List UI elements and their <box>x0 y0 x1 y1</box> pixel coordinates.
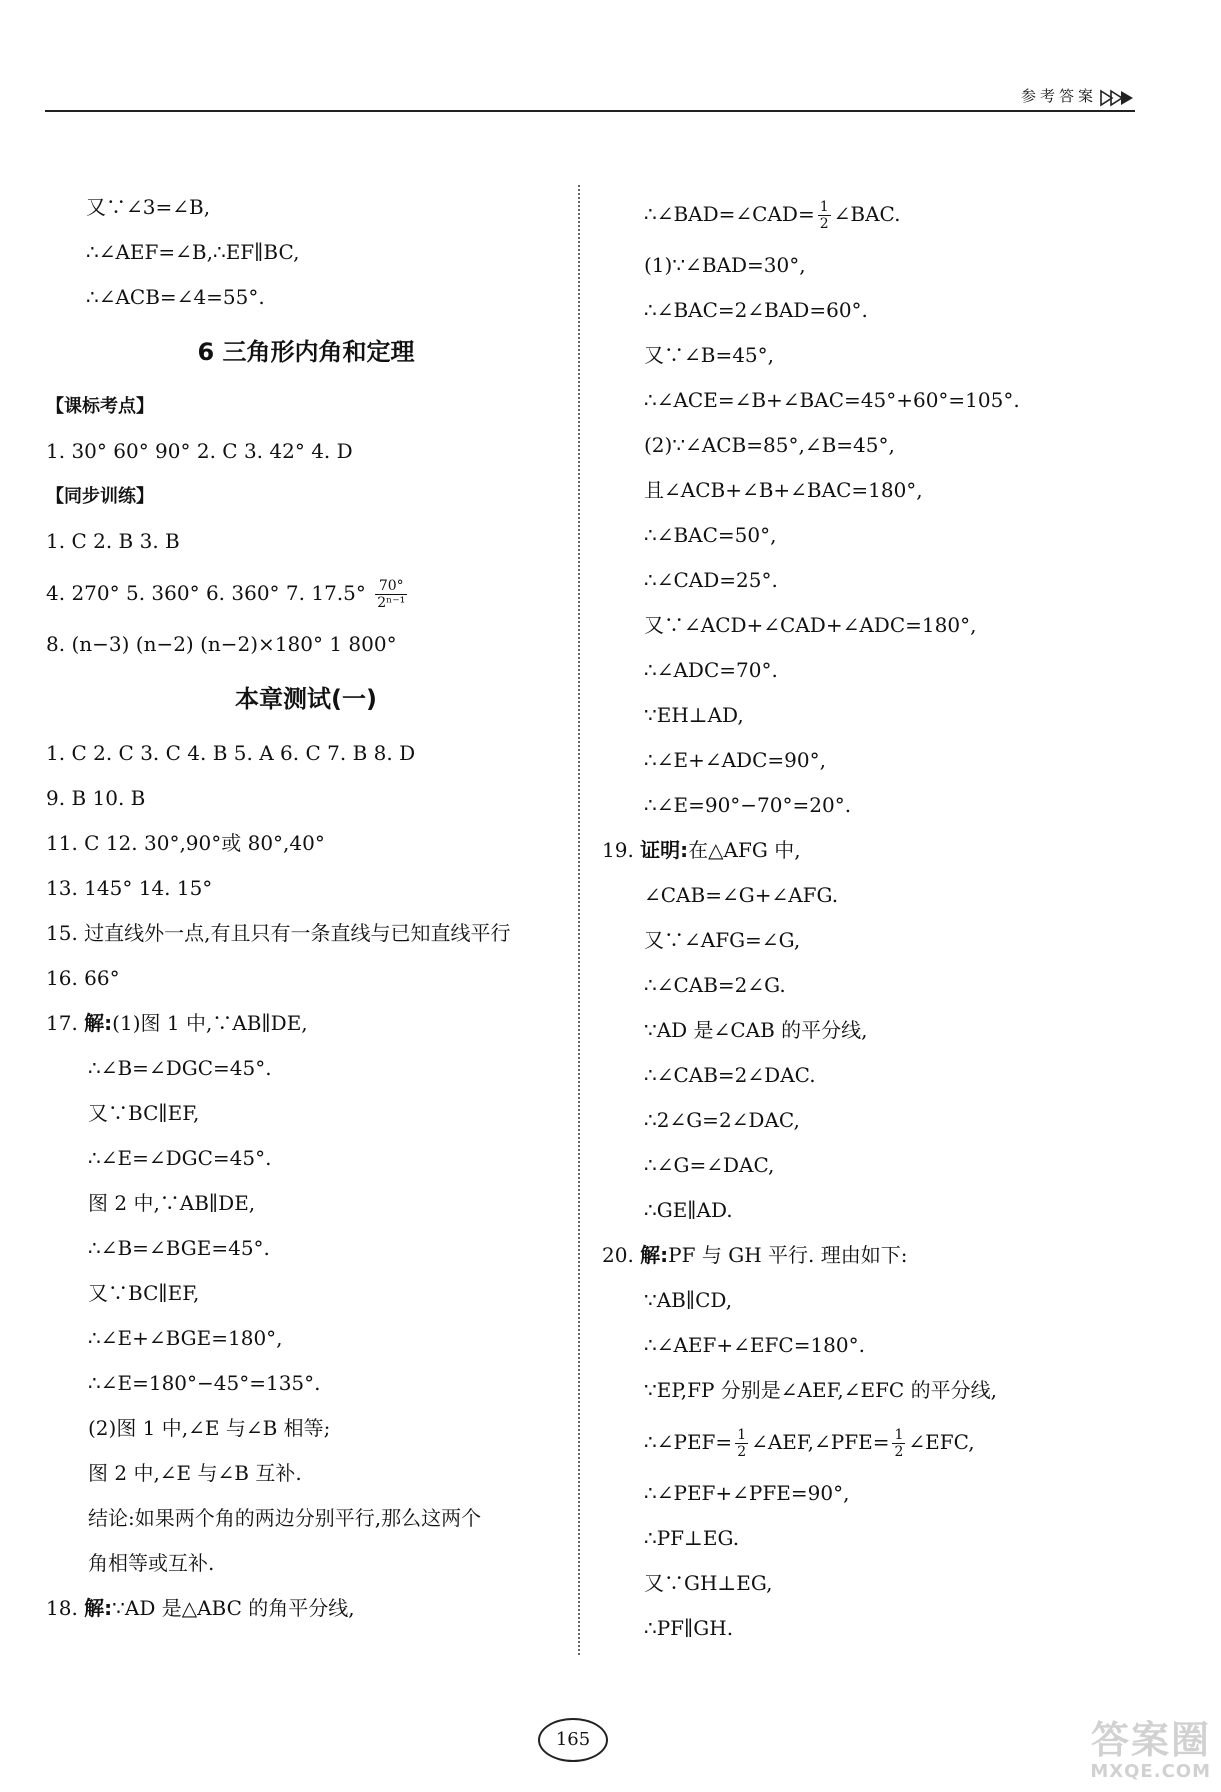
answer-line: ∴∠B=∠DGC=45°. <box>88 1056 272 1080</box>
answer-line: 又∵∠3=∠B, <box>86 195 211 219</box>
answer-text: ∵AD 是△ABC 的角平分线, <box>112 1596 355 1620</box>
answer-line: ∠CAB=∠G+∠AFG. <box>644 883 839 907</box>
header-label: 参考答案 <box>1020 87 1097 105</box>
answer-line: ∴GE∥AD. <box>644 1198 733 1222</box>
answer-line: (2)图 1 中,∠E 与∠B 相等; <box>88 1416 331 1440</box>
question-20-head <box>602 1233 1162 1278</box>
answer-line: 图 2 中,∠E 与∠B 互补. <box>88 1461 302 1485</box>
answer-line: ∴∠ADC=70°. <box>644 658 778 682</box>
answer-line: 9. B 10. B <box>46 786 146 810</box>
question-19-head <box>602 828 1162 873</box>
fraction-denominator: 2ⁿ⁻¹ <box>377 595 406 611</box>
fraction-numerator: 1 <box>819 199 829 215</box>
answer-line: ∴∠E=∠DGC=45°. <box>88 1146 272 1170</box>
tag-kebiao: 【课标考点】 <box>46 396 154 417</box>
page-number: 165 <box>538 1718 608 1762</box>
watermark-logo <box>1061 1718 1211 1788</box>
fraction-numerator: 70° <box>375 578 407 595</box>
answer-text: (1)图 1 中,∵AB∥DE, <box>112 1011 308 1035</box>
question-number: 20. <box>602 1243 641 1267</box>
answer-line: 又∵BC∥EF, <box>88 1101 200 1125</box>
answer-line: 16. 66° <box>46 966 120 990</box>
answer-text: 4. 270° 5. 360° 6. 360° 7. 17.5° <box>46 581 366 605</box>
answer-text: ∴∠PEF= <box>644 1430 733 1454</box>
answer-line-fraction <box>602 185 1162 243</box>
answer-line: ∴∠CAB=2∠DAC. <box>644 1063 816 1087</box>
answer-line: 8. (n−3) (n−2) (n−2)×180° 1 800° <box>46 632 397 656</box>
column-divider <box>578 185 580 1655</box>
question-number: 17. <box>46 1011 85 1035</box>
answer-line: 1. C 2. C 3. C 4. B 5. A 6. C 7. B 8. D <box>46 741 416 765</box>
answer-line: ∴PF⊥EG. <box>644 1526 740 1550</box>
answer-line: ∴∠ACB=∠4=55°. <box>86 285 265 309</box>
header-rule <box>45 110 1135 112</box>
answer-line: ∵AB∥CD, <box>644 1288 733 1312</box>
answer-line: ∴∠E=90°−70°=20°. <box>644 793 852 817</box>
left-column <box>46 185 566 1631</box>
answer-line: ∴∠G=∠DAC, <box>644 1153 775 1177</box>
fraction-numerator: 1 <box>737 1427 747 1443</box>
tag-tongbu: 【同步训练】 <box>46 486 154 507</box>
right-column <box>602 185 1162 1651</box>
answer-line: ∴∠BAC=2∠BAD=60°. <box>644 298 868 322</box>
answer-line: 13. 145° 14. 15° <box>46 876 213 900</box>
answer-line: ∴PF∥GH. <box>644 1616 734 1640</box>
fraction-half <box>892 1427 905 1460</box>
answer-line: (1)∵∠BAD=30°, <box>644 253 806 277</box>
answer-line: 又∵BC∥EF, <box>88 1281 200 1305</box>
answer-line: 图 2 中,∵AB∥DE, <box>88 1191 256 1215</box>
answer-line: ∴∠AEF+∠EFC=180°. <box>644 1333 865 1357</box>
answer-line: ∴∠AEF=∠B,∴EF∥BC, <box>86 240 300 264</box>
answer-line: ∴∠CAD=25°. <box>644 568 778 592</box>
answer-line: ∵EP,FP 分别是∠AEF,∠EFC 的平分线, <box>644 1378 997 1402</box>
answer-line: 结论:如果两个角的两边分别平行,那么这两个 <box>88 1506 482 1530</box>
proof-label: 证明: <box>640 838 689 862</box>
answer-line: 又∵GH⊥EG, <box>644 1571 773 1595</box>
answer-line: 1. 30° 60° 90° 2. C 3. 42° 4. D <box>46 439 353 463</box>
answer-text: ∴∠BAD=∠CAD= <box>644 202 815 226</box>
answer-text: ∠BAC. <box>833 202 901 226</box>
solution-label: 解: <box>84 1011 113 1035</box>
question-18-head <box>46 1586 566 1631</box>
chapter-title: 本章测试(一) <box>235 685 377 713</box>
answer-line: ∴∠BAC=50°, <box>644 523 777 547</box>
question-number: 18. <box>46 1596 85 1620</box>
question-number: 19. <box>602 838 641 862</box>
answer-text: 在△AFG 中, <box>688 838 801 862</box>
answer-line: 又∵∠AFG=∠G, <box>644 928 801 952</box>
question-17-head <box>46 1001 566 1046</box>
fraction-denominator: 2 <box>894 1444 904 1460</box>
answer-line: 角相等或互补. <box>88 1551 215 1575</box>
answer-line: ∴∠CAB=2∠G. <box>644 973 786 997</box>
answer-line: 11. C 12. 30°,90°或 80°,40° <box>46 831 325 855</box>
answer-line: ∴2∠G=2∠DAC, <box>644 1108 800 1132</box>
answer-line: ∵EH⊥AD, <box>644 703 744 727</box>
fraction-denominator: 2 <box>737 1444 747 1460</box>
answer-line: 又∵∠ACD+∠CAD+∠ADC=180°, <box>644 613 977 637</box>
answer-line: (2)∵∠ACB=85°,∠B=45°, <box>644 433 895 457</box>
watermark-main: 答案圈 <box>1090 1718 1211 1762</box>
watermark-sub: MXQE.COM <box>1090 1761 1211 1782</box>
answer-line: 15. 过直线外一点,有且只有一条直线与已知直线平行 <box>46 921 511 945</box>
answer-line-fraction <box>602 1413 1162 1471</box>
solution-label: 解: <box>84 1596 113 1620</box>
answer-text: ∠EFC, <box>908 1430 975 1454</box>
solution-label: 解: <box>640 1243 669 1267</box>
fraction-denominator: 2 <box>819 216 829 232</box>
fraction-numerator: 1 <box>894 1427 904 1443</box>
answer-line: ∴∠ACE=∠B+∠BAC=45°+60°=105°. <box>644 388 1020 412</box>
answer-line: 且∠ACB+∠B+∠BAC=180°, <box>644 478 923 502</box>
section-title: 6 三角形内角和定理 <box>197 338 415 366</box>
fraction-half <box>735 1427 748 1460</box>
answer-line: 1. C 2. B 3. B <box>46 529 180 553</box>
answer-line-fraction <box>46 564 566 622</box>
answer-line: ∴∠B=∠BGE=45°. <box>88 1236 270 1260</box>
page-header <box>45 72 1135 112</box>
fraction-half <box>818 199 831 232</box>
answer-line: ∴∠PEF+∠PFE=90°, <box>644 1481 850 1505</box>
answer-line: ∴∠E=180°−45°=135°. <box>88 1371 321 1395</box>
answer-text: PF 与 GH 平行. 理由如下: <box>668 1243 908 1267</box>
arrow-icon <box>1099 88 1135 108</box>
answer-line: ∴∠E+∠ADC=90°, <box>644 748 826 772</box>
fraction <box>375 578 407 611</box>
answer-line: ∴∠E+∠BGE=180°, <box>88 1326 283 1350</box>
answer-text: ∠AEF,∠PFE= <box>751 1430 890 1454</box>
answer-line: 又∵∠B=45°, <box>644 343 775 367</box>
answer-line: ∵AD 是∠CAB 的平分线, <box>644 1018 868 1042</box>
